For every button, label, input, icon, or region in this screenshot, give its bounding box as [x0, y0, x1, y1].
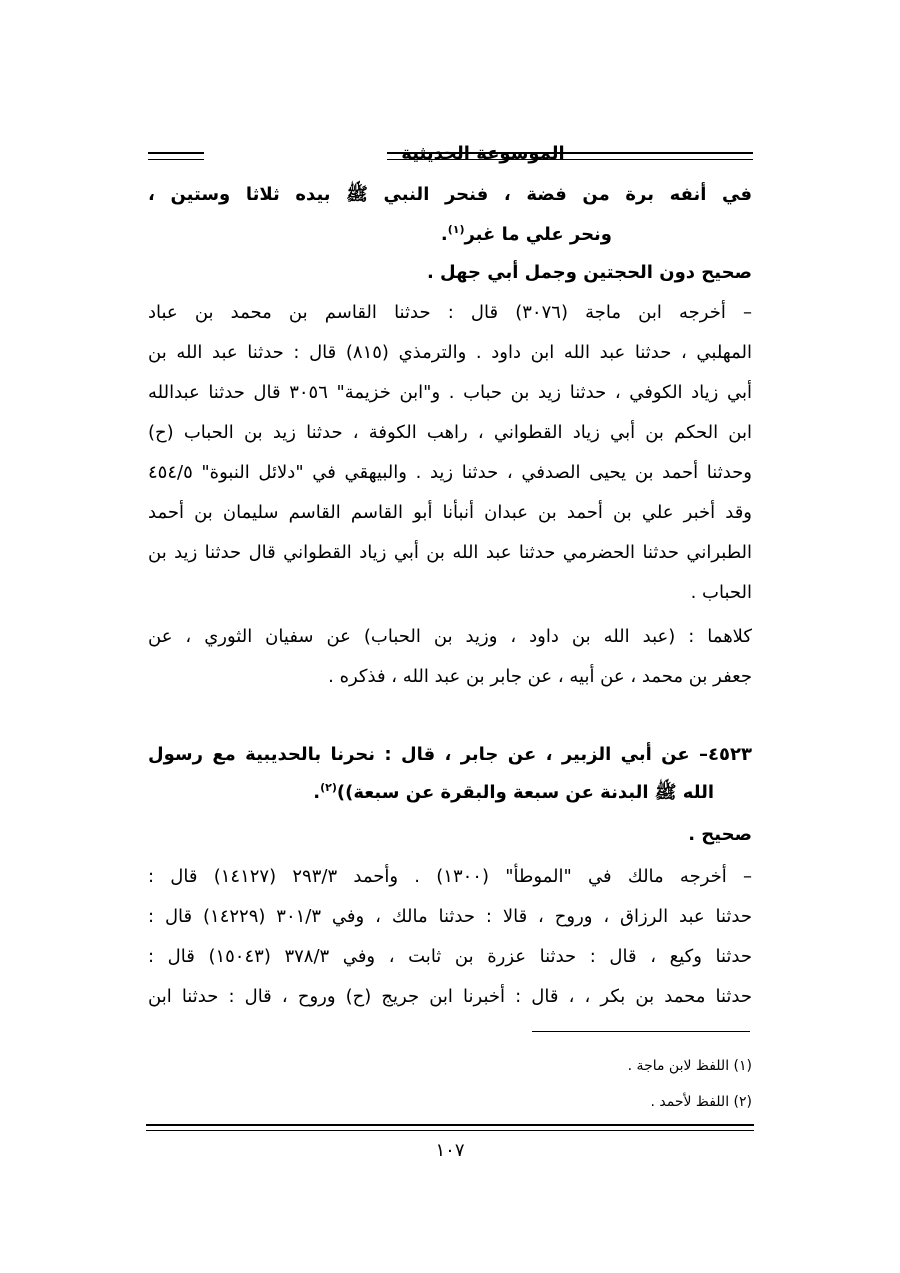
header-rule-left-bottom [148, 159, 204, 160]
footer-rule-top [146, 1124, 754, 1126]
takhrij-line: وحدثنا أحمد بن يحيى الصدفي ، حدثنا زيد . والبيهقي في "دلائل النبوة" ٤٥٤/٥ [148, 462, 752, 483]
hadith-text-line: ٤٥٢٣– عن أبي الزبير ، عن جابر ، قال : نحرنا بالحديبية مع رسول [148, 744, 752, 765]
takhrij-line: – أخرجه مالك في "الموطأ" (١٣٠٠) . وأحمد ٢٩٣/٣ (١٤١٢٧) قال : [148, 866, 753, 887]
hadith-text-end: . [313, 782, 321, 803]
takhrij-line: وقد أخبر علي بن أحمد بن عبدان أنبأنا أبو القاسم القاسم سليمان بن أحمد [148, 502, 752, 523]
takhrij-line: أبي زياد الكوفي ، حدثنا زيد بن حباب . و"ابن خزيمة" ٣٠٥٦ قال حدثنا عبدالله [148, 382, 752, 403]
takhrij-line: حدثنا وكيع ، قال : حدثنا عزرة بن ثابت ، وفي ٣٧٨/٣ (١٥٠٤٣) قال : [148, 946, 752, 967]
hadith-text: الله ﷺ البدنة عن سبعة والبقرة عن سبعة)) [336, 782, 714, 803]
hadith-text-line [148, 778, 752, 808]
takhrij-summary-line: كلاهما : (عبد الله بن داود ، وزيد بن الحباب) عن سفيان الثوري ، عن [148, 626, 752, 647]
footnote: (١) اللفظ لابن ماجة . [627, 1058, 752, 1074]
hadith-text-end: . [440, 224, 448, 245]
takhrij-line: الحباب . [690, 582, 752, 603]
takhrij-line: – أخرجه ابن ماجة (٣٠٧٦) قال : حدثنا القاسم بن محمد بن عباد [148, 302, 752, 323]
hadith-text: ونحر علي ما غبر [464, 224, 612, 245]
footer-rule-bottom [146, 1130, 754, 1131]
takhrij-line: حدثنا عبد الرزاق ، وروح ، قالا : حدثنا مالك ، وفي ٣٠١/٣ (١٤٢٢٩) قال : [148, 906, 753, 927]
hadith-text-line [148, 220, 752, 250]
takhrij-line: المهلبي ، حدثنا عبد الله ابن داود . والترمذي (٨١٥) قال : حدثنا عبد الله بن [148, 342, 752, 363]
footnote-ref: (٢) [320, 781, 337, 794]
page-number: ١٠٧ [435, 1140, 465, 1161]
header-rule-left-top [148, 152, 204, 154]
hadith-grade: صحيح . [688, 824, 752, 845]
footnote: (٢) اللفظ لأحمد . [650, 1094, 752, 1110]
takhrij-summary-line: جعفر بن محمد ، عن أبيه ، عن جابر بن عبد الله ، فذكره . [328, 666, 752, 687]
hadith-text-line: في أنفه برة من فضة ، فنحر النبي ﷺ بيده ثلاثا وستين ، [148, 184, 752, 205]
footnote-separator [532, 1031, 750, 1032]
takhrij-line: ابن الحكم بن أبي زياد القطواني ، راهب الكوفة ، حدثنا زيد بن الحباب (ح) [148, 422, 752, 443]
takhrij-line: الطبراني حدثنا الحضرمي حدثنا عبد الله بن أبي زياد القطواني قال حدثنا زيد بن [148, 542, 752, 563]
takhrij-line: حدثنا محمد بن بكر ، ، قال : أخبرنا ابن جريج (ح) وروح ، قال : حدثنا ابن [148, 986, 752, 1007]
footnote-ref: (١) [447, 223, 465, 236]
hadith-grade: صحيح دون الحجتين وجمل أبي جهل . [426, 262, 752, 283]
header-title: الموسوعة الحديثية [401, 143, 565, 164]
